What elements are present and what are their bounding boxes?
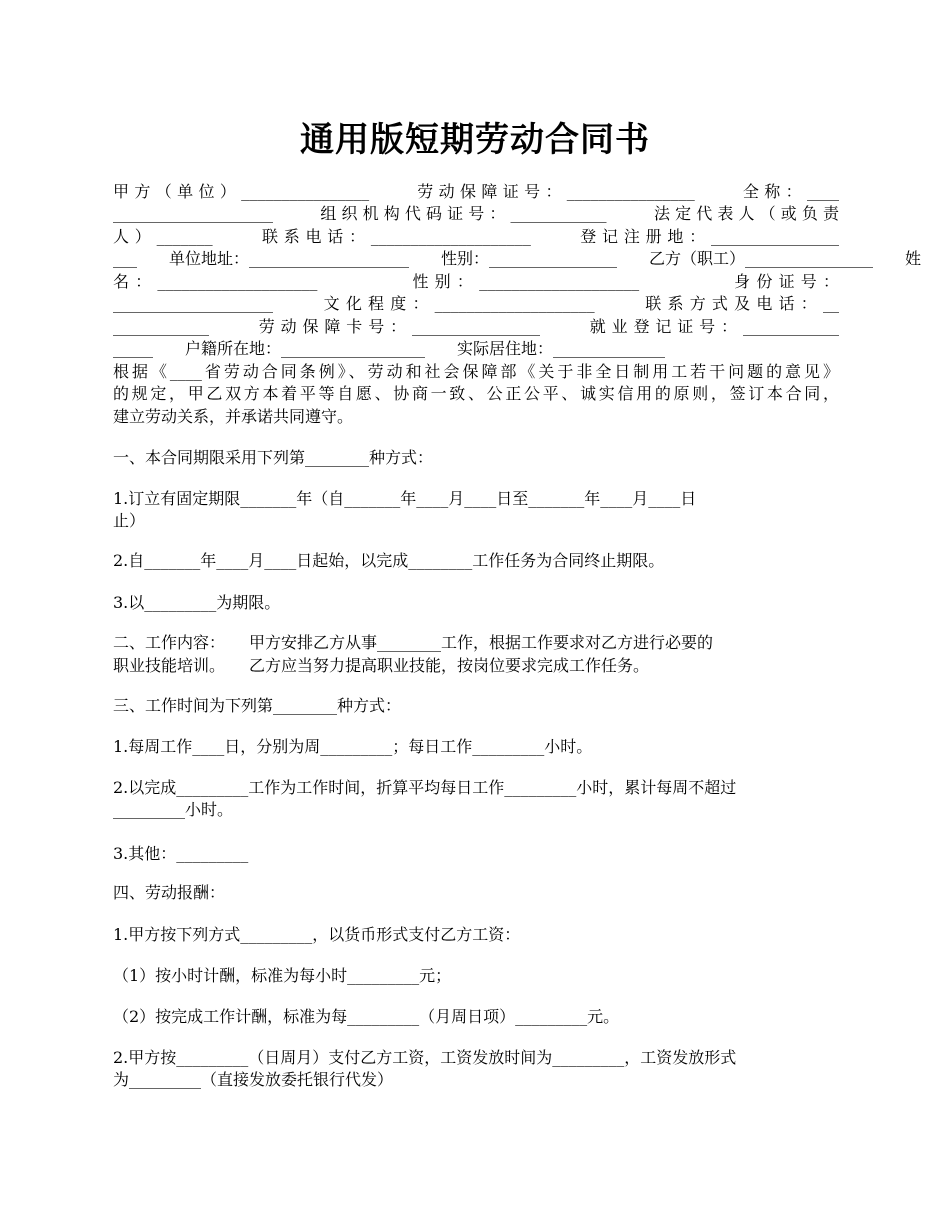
hours-option-3: 3.其他：_________ [113,844,249,863]
section-work-content: 二、工作内容： 甲方安排乙方从事________工作，根据工作要求对乙方进行必要的 [113,633,714,652]
party-info-line: 人）_______ 联系电话：____________________ 登记注册地：________________ [113,227,839,246]
party-info-line: ____________________ 组织机构代码证号：____________ 法定代表人（或负责 [113,204,839,223]
hours-option-1: 1.每周工作____日，分别为周_________；每日工作_________小时。 [113,737,593,756]
document-title: 通用版短期劳动合同书 [300,120,650,160]
preamble-line: 根据《____省劳动合同条例》、劳动和社会保障部《关于非全日制用工若干问题的意见》 [113,362,839,381]
section-heading-pay: 四、劳动报酬： [113,883,226,902]
hours-option-2: 2.以完成_________工作为工作时间，折算平均每日工作_________小时，累计每周不超过 [113,778,737,797]
term-option-1: 1.订立有固定期限_______年（自_______年____月____日至_______年____月____日 [113,489,697,508]
term-option-1-cont: 止） [113,511,146,530]
pay-item-1-b: （2）按完成工作计酬，标准为每_________（月周日项）_________元。 [113,1007,620,1026]
preamble-line: 建立劳动关系，并承诺共同遵守。 [113,407,354,426]
preamble-line: 的规定，甲乙双方本着平等自愿、协商一致、公正公平、诚实信用的原则，签订本合同， [113,384,839,403]
section-work-content-cont: 职业技能培训。 乙方应当努力提高职业技能，按岗位要求完成工作任务。 [113,656,650,675]
pay-item-1: 1.甲方按下列方式_________，以货币形式支付乙方工资： [113,925,521,944]
party-info-line: ____________ 劳动保障卡号：________________ 就业登记证号：____________ [113,317,839,336]
party-info-line: ____________________ 文化程度：____________________ 联系方式及电话：__ [113,294,839,313]
party-info-line: ___ 单位地址：____________________ 性别：________________ 乙方（职工）________________ 姓 [113,249,922,268]
pay-item-1-a: （1）按小时计酬，标准为每小时_________元； [113,966,452,985]
party-info-line: 名：____________________ 性别：____________________ 身份证号： [113,272,839,291]
party-info-line: _____ 户籍所在地：__________________ 实际居住地：______________ [113,339,666,358]
hours-option-2-cont: _________小时。 [113,800,234,819]
term-option-2: 2.自_______年____月____日起始，以完成________工作任务为合同终止期限。 [113,551,665,570]
term-option-3: 3.以_________为期限。 [113,593,281,612]
pay-item-2-cont: 为_________（直接发放委托银行代发） [113,1070,394,1089]
pay-item-2: 2.甲方按_________（日周月）支付乙方工资，工资发放时间为_________，工资发放形式 [113,1048,737,1067]
section-heading-term: 一、本合同期限采用下列第________种方式： [113,448,434,467]
party-info-line: 甲方（单位）________________ 劳动保障证号：________________ 全称：____ [113,182,839,201]
section-heading-hours: 三、工作时间为下列第________种方式： [113,696,402,715]
